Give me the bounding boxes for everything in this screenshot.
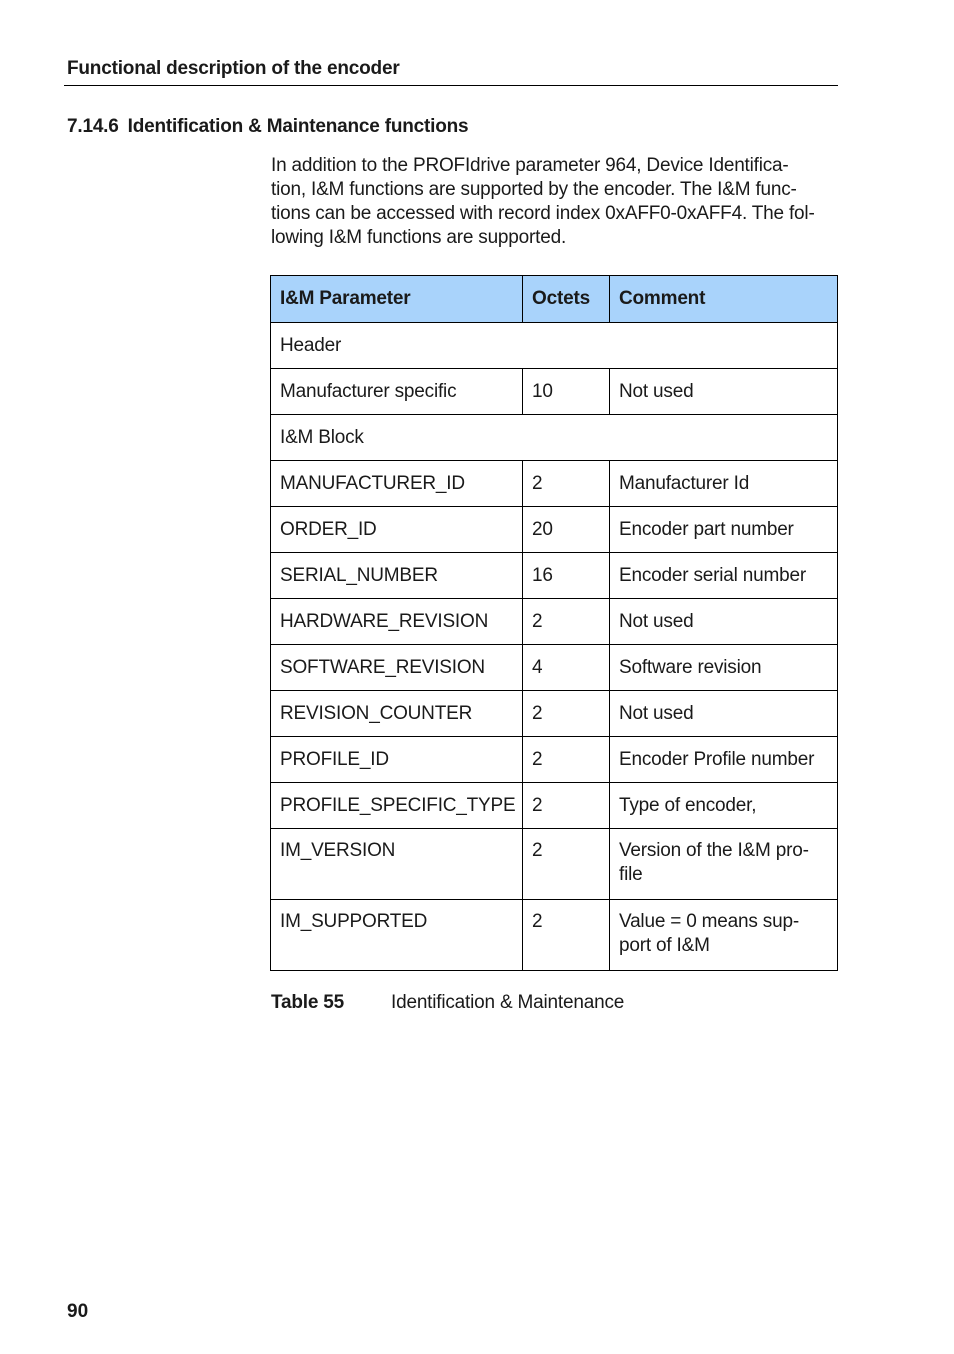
column-header-comment: Comment [610, 276, 838, 323]
table-row [271, 553, 838, 599]
comment-cell: Software revision [610, 645, 838, 691]
section-heading [67, 116, 468, 138]
table-row [271, 599, 838, 645]
octets-cell: 4 [523, 645, 610, 691]
intro-line: lowing I&M functions are supported. [271, 227, 567, 248]
comment-cell: Encoder serial number [610, 553, 838, 599]
table-row [271, 507, 838, 553]
param-cell: IM_VERSION [271, 829, 523, 900]
column-header-parameter: I&M Parameter [271, 276, 523, 323]
param-cell: HARDWARE_REVISION [271, 599, 523, 645]
comment-cell: Not used [610, 369, 838, 415]
table-section-row [271, 415, 838, 461]
octets-cell: 16 [523, 553, 610, 599]
table-row [271, 737, 838, 783]
comment-cell: Not used [610, 599, 838, 645]
octets-cell: 2 [523, 783, 610, 829]
comment-cell: Not used [610, 691, 838, 737]
comment-cell: Encoder Profile number [610, 737, 838, 783]
octets-cell: 2 [523, 691, 610, 737]
intro-paragraph [271, 154, 837, 250]
table-row [271, 900, 838, 971]
param-cell: Manufacturer specific [271, 369, 523, 415]
table-row [271, 645, 838, 691]
comment-cell: Type of encoder, [610, 783, 838, 829]
param-cell: SERIAL_NUMBER [271, 553, 523, 599]
comment-cell: Manufacturer Id [610, 461, 838, 507]
comment-cell: Value = 0 means sup- port of I&M [610, 900, 838, 971]
page-number: 90 [67, 1301, 89, 1322]
param-cell: ORDER_ID [271, 507, 523, 553]
table-row [271, 369, 838, 415]
column-header-octets: Octets [523, 276, 610, 323]
param-cell: PROFILE_ID [271, 737, 523, 783]
table-row [271, 783, 838, 829]
section-row-label: Header [271, 323, 838, 369]
octets-cell: 2 [523, 829, 610, 900]
param-cell: MANUFACTURER_ID [271, 461, 523, 507]
intro-line: In addition to the PROFIdrive parameter 964, Device Identifica- [271, 155, 789, 176]
param-cell: SOFTWARE_REVISION [271, 645, 523, 691]
table-row [271, 829, 838, 900]
octets-cell: 20 [523, 507, 610, 553]
im-parameter-table [270, 275, 838, 971]
caption-label: Table 55 [271, 992, 345, 1013]
section-row-label: I&M Block [271, 415, 838, 461]
param-cell: IM_SUPPORTED [271, 900, 523, 971]
section-number: 7.14.6 [67, 116, 119, 137]
running-header: Functional description of the encoder [67, 58, 400, 79]
table-row [271, 691, 838, 737]
octets-cell: 2 [523, 599, 610, 645]
table-row [271, 461, 838, 507]
param-cell: REVISION_COUNTER [271, 691, 523, 737]
intro-line: tions can be accessed with record index 0xAFF0-0xAFF4. The fol- [271, 203, 815, 224]
header-rule [64, 85, 838, 86]
param-cell: PROFILE_SPECIFIC_TYPE [271, 783, 523, 829]
table-header-row [271, 276, 838, 323]
octets-cell: 2 [523, 461, 610, 507]
section-title: Identification & Maintenance functions [127, 116, 469, 137]
comment-cell: Version of the I&M pro- file [610, 829, 838, 900]
intro-line: tion, I&M functions are supported by the encoder. The I&M func- [271, 179, 797, 200]
table-caption [271, 992, 624, 1014]
octets-cell: 2 [523, 900, 610, 971]
octets-cell: 10 [523, 369, 610, 415]
table-section-row [271, 323, 838, 369]
octets-cell: 2 [523, 737, 610, 783]
caption-text: Identification & Maintenance [391, 992, 625, 1013]
comment-cell: Encoder part number [610, 507, 838, 553]
